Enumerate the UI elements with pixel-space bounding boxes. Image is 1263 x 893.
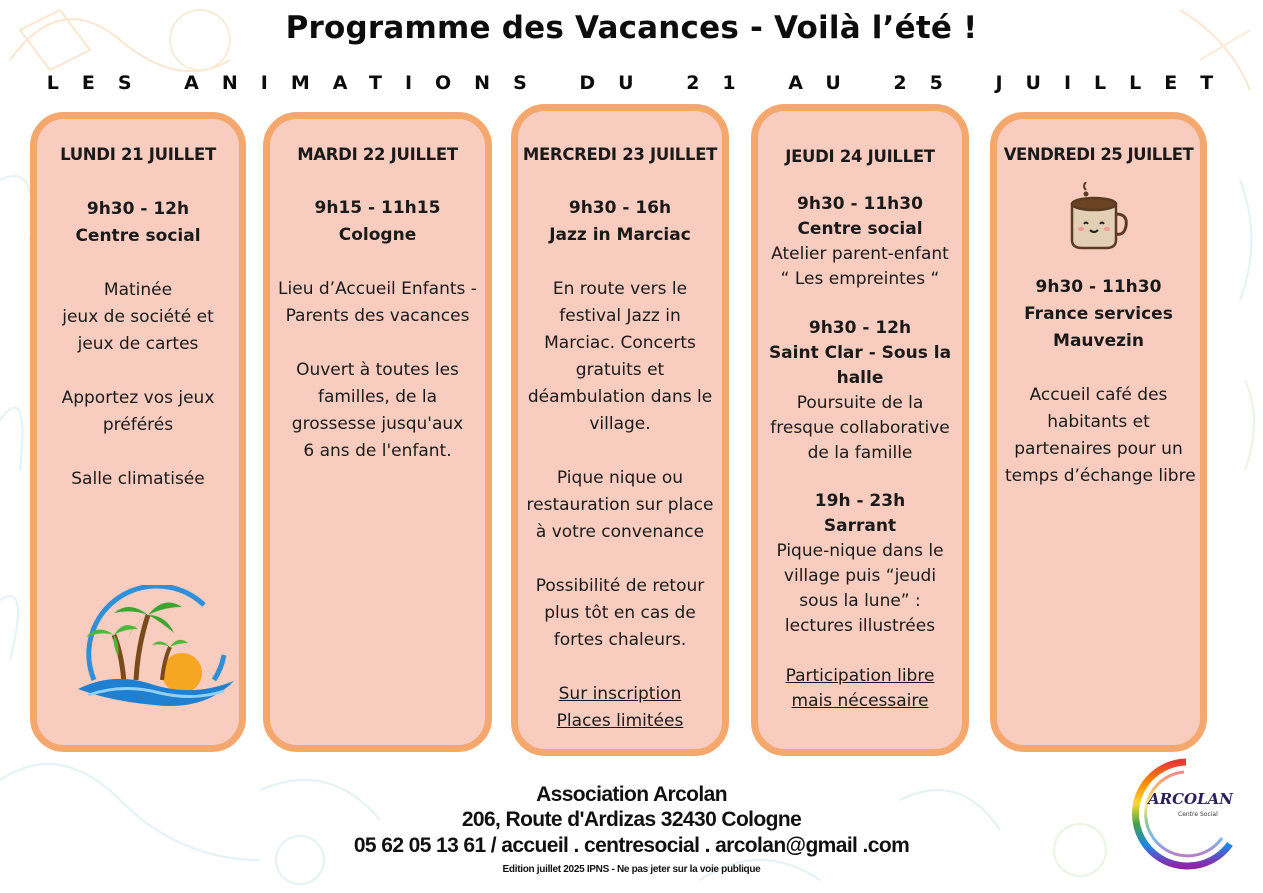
event-text: de la famille	[807, 443, 913, 463]
day-heading: LUNDI 21 JUILLET	[60, 145, 216, 164]
event-text: Marciac. Concerts	[544, 333, 696, 353]
event-time: 9h30 - 11h30	[797, 194, 923, 214]
event-text: lectures illustrées	[784, 616, 936, 636]
day-heading: VENDREDI 25 JUILLET	[1003, 145, 1194, 164]
day-card-tuesday	[263, 112, 492, 752]
event-text: familles, de la	[317, 387, 438, 407]
arcolan-logo	[1126, 758, 1244, 870]
event-place: Sarrant	[823, 516, 897, 536]
day-card-wednesday	[511, 104, 729, 756]
event-time: 9h30 - 12h	[808, 318, 912, 338]
footer-edition: Edition juillet 2025 IPNS - Ne pas jeter sur la voie publique	[502, 864, 761, 875]
coffee-mug-icon	[1064, 182, 1128, 252]
day-heading: MARDI 22 JUILLET	[297, 145, 458, 164]
event-text: village.	[589, 414, 651, 434]
footer-address: 206, Route d'Ardizas 32430 Cologne	[461, 808, 802, 831]
day-card-monday	[30, 112, 246, 752]
event-text: préférés	[102, 415, 174, 435]
event-text: restauration sur place	[526, 495, 714, 515]
event-text: 6 ans de l'enfant.	[303, 441, 452, 461]
logo-name: ARCOLAN	[1148, 790, 1234, 808]
event-text: sous la lune” :	[799, 591, 921, 611]
event-place: France services	[1024, 304, 1173, 324]
page-subtitle: LES ANIMATIONS DU 21 AU 25 JUILLET	[46, 72, 1237, 94]
event-time: 9h15 - 11h15	[314, 198, 441, 218]
event-text: fresque collaborative	[770, 418, 950, 438]
event-place: Cologne	[338, 225, 417, 245]
event-text: Poursuite de la	[796, 393, 924, 413]
registration-link[interactable]: Sur inscription	[558, 684, 682, 704]
page-title: Programme des Vacances - Voilà l’été !	[285, 10, 978, 46]
event-text: Pique nique ou	[556, 468, 684, 488]
event-time: 19h - 23h	[814, 491, 906, 511]
event-place: Saint Clar - Sous la	[768, 343, 952, 363]
event-text: jeux de cartes	[77, 334, 199, 354]
event-place: halle	[836, 368, 884, 388]
event-text: Accueil café des	[1029, 385, 1168, 405]
event-text: “ Les empreintes “	[780, 269, 940, 289]
event-place: Centre social	[797, 219, 923, 239]
event-place: Jazz in Marciac	[549, 225, 691, 245]
event-text: Ouvert à toutes les	[296, 360, 459, 380]
event-text: Atelier parent-enfant	[771, 244, 949, 264]
event-text: partenaires pour un	[1014, 439, 1183, 459]
event-text: Possibilité de retour	[535, 576, 705, 596]
event-text: temps d’échange libre	[1005, 466, 1196, 486]
day-card-thursday	[751, 104, 969, 756]
day-card-friday	[990, 112, 1207, 752]
logo-tagline: Centre Social	[1178, 811, 1218, 818]
event-text: Apportez vos jeux	[61, 388, 215, 408]
event-text: village puis “jeudi	[783, 566, 937, 586]
event-text: Salle climatisée	[71, 469, 205, 489]
event-text: jeux de société et	[62, 307, 214, 327]
event-text: fortes chaleurs.	[553, 630, 687, 650]
participation-link[interactable]: Participation libre	[785, 666, 935, 686]
event-time: 9h30 - 12h	[86, 199, 190, 219]
event-text: habitants et	[1047, 412, 1150, 432]
event-text: Pique-nique dans le	[776, 541, 944, 561]
palm-island-icon	[74, 585, 238, 715]
event-place: Centre social	[75, 226, 201, 246]
event-text: Matinée	[103, 280, 173, 300]
event-text: Lieu d’Accueil Enfants -	[278, 279, 477, 299]
event-text: festival Jazz in	[559, 306, 681, 326]
required-link[interactable]: mais nécessaire	[791, 691, 929, 711]
event-time: 9h30 - 11h30	[1035, 277, 1162, 297]
footer-contact[interactable]: 05 62 05 13 61 / accueil . centresocial . arcolan@gmail .com	[353, 834, 910, 857]
event-text: Parents des vacances	[285, 306, 470, 326]
day-heading: MERCREDI 23 JUILLET	[522, 145, 718, 164]
day-heading: JEUDI 24 JUILLET	[785, 147, 935, 166]
event-text: grossesse jusqu'aux	[291, 414, 464, 434]
event-text: plus tôt en cas de	[544, 603, 696, 623]
event-text: En route vers le	[552, 279, 688, 299]
event-text: à votre convenance	[535, 522, 705, 542]
event-text: déambulation dans le	[527, 387, 713, 407]
footer-association: Association Arcolan	[536, 783, 727, 806]
event-time: 9h30 - 16h	[568, 198, 672, 218]
event-place: Mauvezin	[1053, 331, 1144, 351]
event-text: gratuits et	[575, 360, 665, 380]
limited-places-link[interactable]: Places limitées	[556, 711, 684, 731]
